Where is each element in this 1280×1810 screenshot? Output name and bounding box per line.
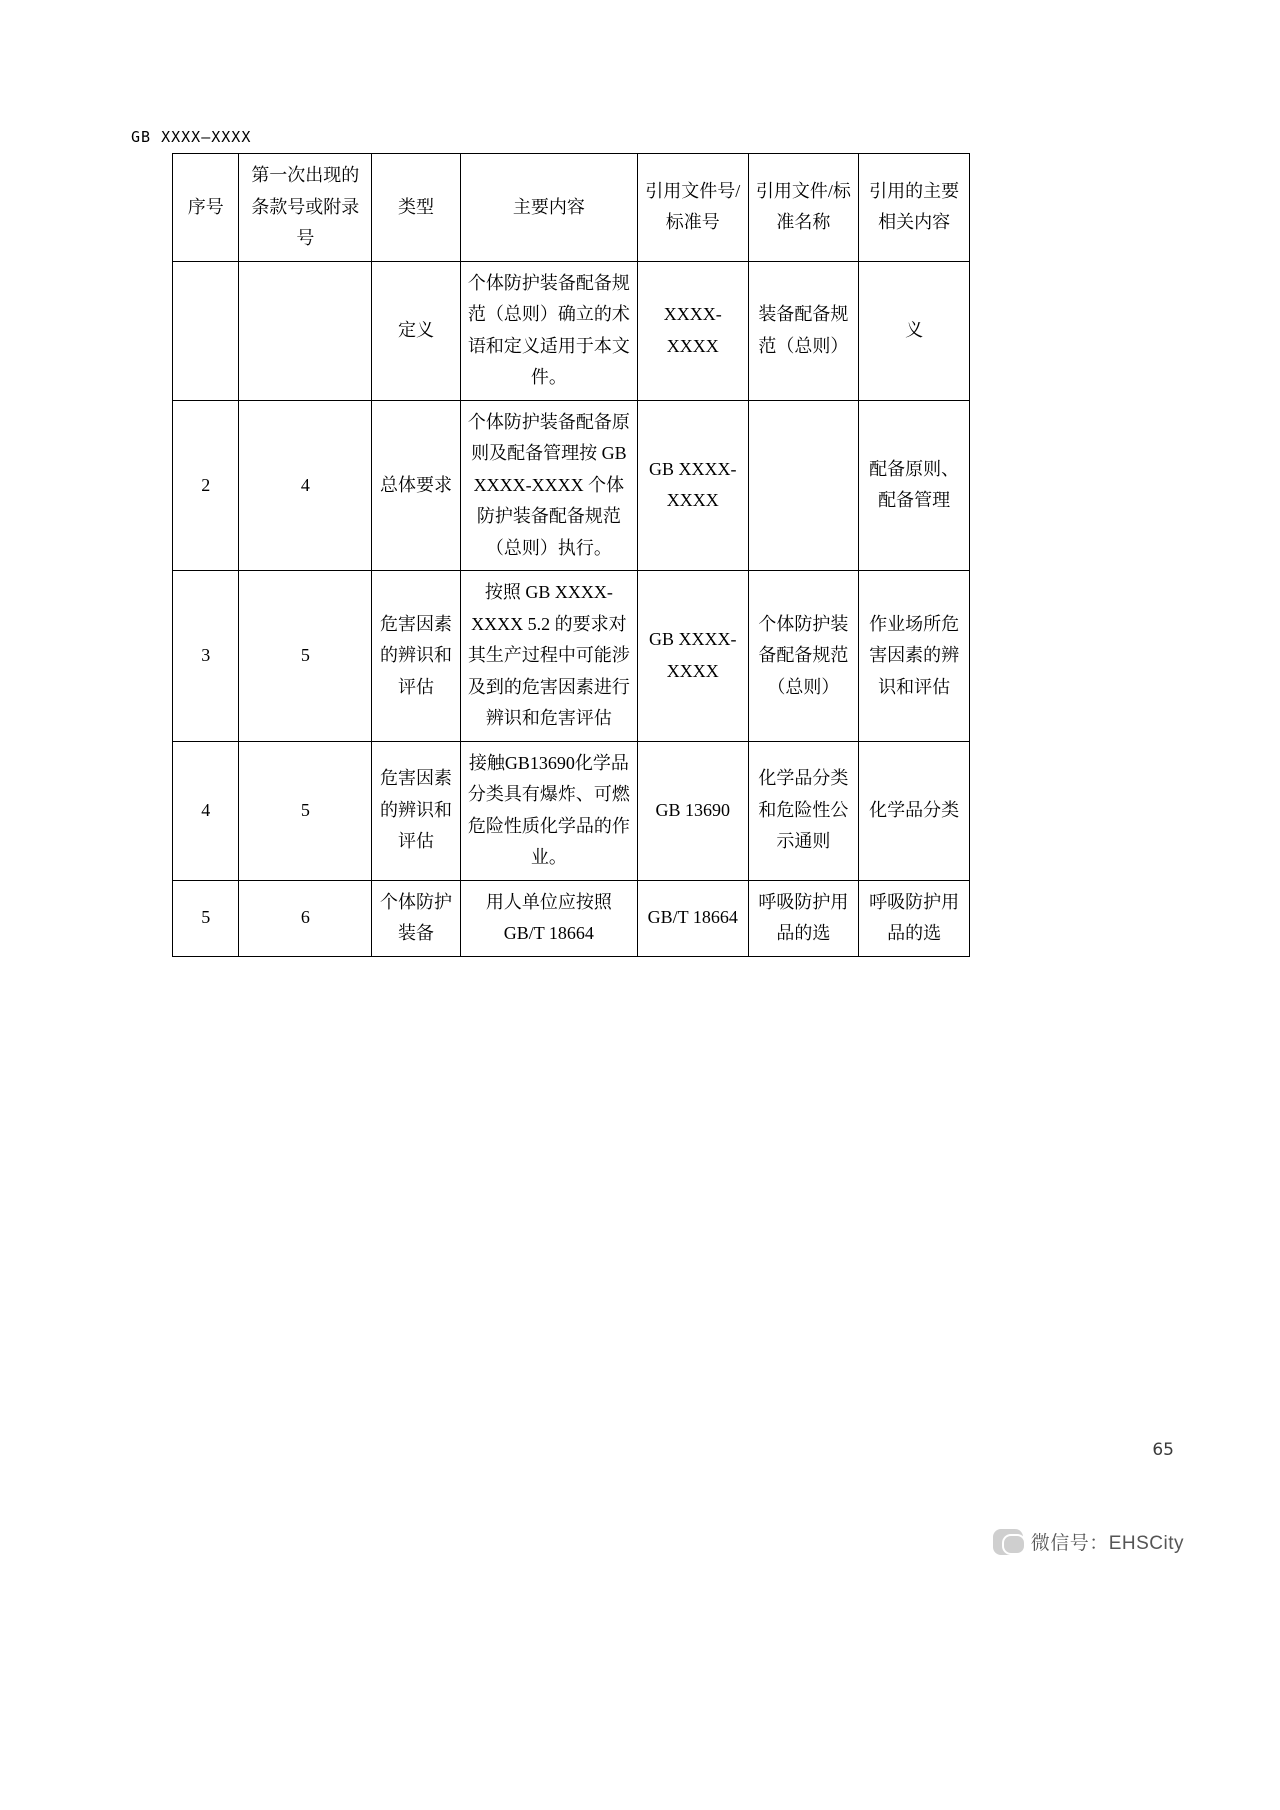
cell-no <box>173 261 239 400</box>
table-row <box>173 261 970 400</box>
cell-ref-name <box>748 400 859 571</box>
cell-ref-name: 化学品分类和危险性公示通则 <box>748 741 859 880</box>
cell-type: 危害因素的辨识和评估 <box>372 571 461 742</box>
cell-content: 用人单位应按照 GB/T 18664 <box>460 880 637 956</box>
cell-ref-content: 配备原则、配备管理 <box>859 400 970 571</box>
header-cell-ref-name: 引用文件/标准名称 <box>748 154 859 262</box>
table-row <box>173 741 970 880</box>
cell-type: 危害因素的辨识和评估 <box>372 741 461 880</box>
header-cell-clause: 第一次出现的条款号或附录号 <box>239 154 372 262</box>
cell-ref-no: GB/T 18664 <box>637 880 748 956</box>
header-cell-no: 序号 <box>173 154 239 262</box>
cell-no: 4 <box>173 741 239 880</box>
cell-ref-no: XXXX-XXXX <box>637 261 748 400</box>
table-row <box>173 880 970 956</box>
cell-ref-content: 作业场所危害因素的辨识和评估 <box>859 571 970 742</box>
cell-no: 5 <box>173 880 239 956</box>
standard-reference-table <box>172 153 970 957</box>
wechat-icon <box>993 1529 1023 1555</box>
cell-type: 个体防护装备 <box>372 880 461 956</box>
cell-type: 定义 <box>372 261 461 400</box>
cell-content: 按照 GB XXXX-XXXX 5.2 的要求对其生产过程中可能涉及到的危害因素进行辨识和危害评估 <box>460 571 637 742</box>
page-header-code: GB XXXX—XXXX <box>131 128 252 146</box>
cell-clause: 4 <box>239 400 372 571</box>
cell-clause: 5 <box>239 571 372 742</box>
cell-ref-name: 个体防护装备配备规范（总则） <box>748 571 859 742</box>
cell-ref-content: 化学品分类 <box>859 741 970 880</box>
cell-ref-no: GB 13690 <box>637 741 748 880</box>
table-row <box>173 571 970 742</box>
cell-content: 接触GB13690化学品分类具有爆炸、可燃危险性质化学品的作业。 <box>460 741 637 880</box>
cell-content: 个体防护装备配备规范（总则）确立的术语和定义适用于本文件。 <box>460 261 637 400</box>
header-cell-type: 类型 <box>372 154 461 262</box>
wechat-label: 微信号：EHSCity <box>1030 1533 1184 1554</box>
cell-content: 个体防护装备配备原则及配备管理按 GB XXXX-XXXX 个体防护装备配备规范（总则）执行。 <box>460 400 637 571</box>
wechat-footer <box>993 1528 1184 1555</box>
cell-clause: 5 <box>239 741 372 880</box>
page-number: 65 <box>1152 1440 1174 1460</box>
cell-no: 2 <box>173 400 239 571</box>
header-cell-ref-content: 引用的主要相关内容 <box>859 154 970 262</box>
cell-no: 3 <box>173 571 239 742</box>
header-cell-content: 主要内容 <box>460 154 637 262</box>
cell-clause <box>239 261 372 400</box>
cell-type: 总体要求 <box>372 400 461 571</box>
table-header-row <box>173 154 970 262</box>
cell-ref-content: 义 <box>859 261 970 400</box>
cell-clause: 6 <box>239 880 372 956</box>
cell-ref-content: 呼吸防护用品的选 <box>859 880 970 956</box>
table-row <box>173 400 970 571</box>
cell-ref-name: 呼吸防护用品的选 <box>748 880 859 956</box>
cell-ref-name: 装备配备规范（总则） <box>748 261 859 400</box>
cell-ref-no: GB XXXX-XXXX <box>637 400 748 571</box>
header-cell-ref-no: 引用文件号/标准号 <box>637 154 748 262</box>
cell-ref-no: GB XXXX-XXXX <box>637 571 748 742</box>
